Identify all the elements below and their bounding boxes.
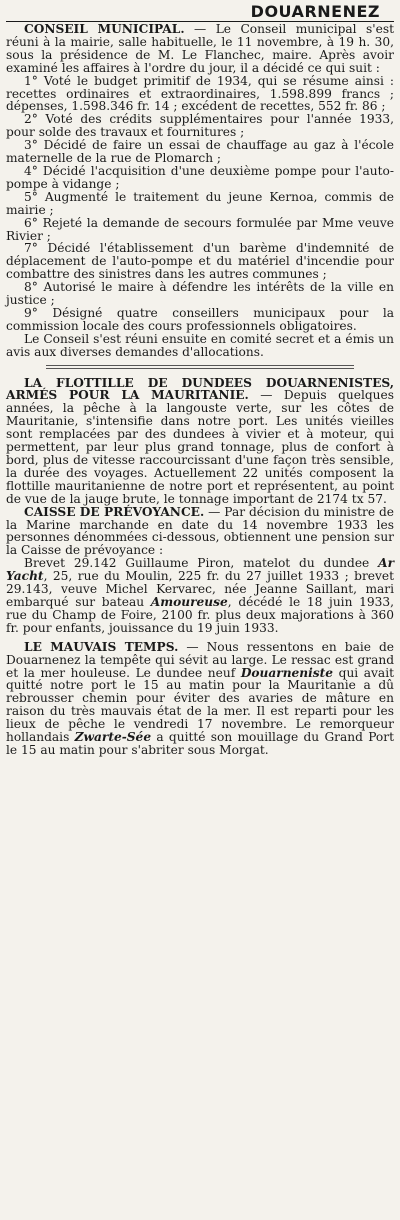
caisse-paragraph-1 <box>6 506 394 558</box>
conseil-lead: CONSEIL MUNICIPAL. <box>24 22 185 36</box>
caisse-lead: CAISSE DE PRÉVOYANCE. <box>24 504 205 519</box>
conseil-item-2: 2° Voté des crédits supplémentaires pour l'année 1933, pour solde des travaux et fournitures ; <box>6 112 394 140</box>
caisse-body-2a: Brevet 29.142 Guillaume Piron, matelot du dundee <box>24 556 379 571</box>
flottille-paragraph <box>6 377 394 506</box>
article-mauvais-temps <box>6 641 394 757</box>
mauvais-paragraph <box>6 641 394 757</box>
mauvais-lead: LE MAUVAIS TEMPS. <box>24 639 179 654</box>
mauvais-body-1: — Nous ressentons en baie de Douarnenez la tempête qui sévit au large. Le ressac est grand et la mer houleuse. Le dundee neuf <box>6 639 394 680</box>
conseil-item-8: 8° Autorisé le maire à défendre les intérêts de la ville en justice ; <box>6 280 394 308</box>
caisse-body-2c: , décédé le 18 juin 1933, rue du Champ de Foire, 2100 fr. plus deux majorations à 360 fr. pour enfants, jouissance du 19 juin 1933. <box>6 594 394 635</box>
conseil-item-4: 4° Décidé l'acquisition d'une deuxième pompe pour l'auto-pompe à vidange ; <box>6 163 394 191</box>
town-heading: DOUARNENEZ <box>250 2 380 21</box>
conseil-item-9: 9° Désigné quatre conseillers municipaux pour la commission locale des cours professionnels obligatoires. <box>6 305 394 333</box>
conseil-item-7: 7° Décidé l'établissement d'un barème d'indemnité de déplacement de l'auto-pompe et du matériel d'incendie pour combattre des sinistres dans les autres communes ; <box>6 241 394 282</box>
boat-name-douarneniste: Douarneniste <box>240 665 334 680</box>
flottille-lead: LA FLOTTILLE DE DUNDEES DOUARNENISTES, ARMÉS POUR LA MAURITANIE. <box>6 375 394 403</box>
article-flottille <box>6 377 394 506</box>
conseil-intro-text: — Le Conseil municipal s'est réuni à la mairie, salle habituelle, le 11 novembre, à 19 h. 30, sous la présidence de M. Le Flanchec, maire. Après avoir examiné les affaires à l'ordre du jour, il a décidé ce qui suit : <box>6 22 395 75</box>
conseil-closing: Le Conseil s'est réuni ensuite en comité secret et a émis un avis aux diverses demandes d'allocations. <box>6 331 394 359</box>
article-caisse-prevoyance <box>6 506 394 635</box>
mauvais-body-2: qui avait quitté notre port le 15 au matin pour la Mauritanie a dû rebrousser chemin pour éviter des avaries de mâture en raison du très mauvais état de la mer. Il est reparti pour les lieux de pêche le vendredi 17 novembre. Le remorqueur hollandais <box>6 665 394 745</box>
section-separator <box>46 365 354 369</box>
article-conseil-municipal <box>6 23 394 359</box>
conseil-intro <box>6 23 394 75</box>
conseil-item-6: 6° Rejeté la demande de secours formulée par Mme veuve Rivier ; <box>6 215 394 243</box>
boat-name-zwarte-see: Zwarte-Sée <box>74 730 152 745</box>
conseil-item-5: 5° Augmenté le traitement du jeune Kernoa, commis de mairie ; <box>6 189 394 217</box>
conseil-item-3: 3° Décidé de faire un essai de chauffage au gaz à l'école maternelle de la rue de Plomarch ; <box>6 138 394 166</box>
caisse-paragraph-2 <box>6 557 394 634</box>
boat-name-ar-yacht: Ar Yacht <box>6 556 394 584</box>
flottille-body: — Depuis quelques années, la pêche à la langouste verte, sur les côtes de Mauritanie, s'intensifie dans notre port. Les unités vieilles sont remplacées par des dundees à vivier et à moteur, qui permettent, par leur plus grand tonnage, plus de confort à bord, plus de vitesse raccourcissant d'une façon très sensible, la durée des voyages. Actuellement 22 unités composent la flottille mauritanienne de notre port et représentent, au point de vue de la jauge brute, le tonnage important de 2174 tx 57. <box>6 388 394 506</box>
caisse-body-1: — Par décision du ministre de la Marine marchande en date du 14 novembre 1933 les personnes dénommées ci-dessous, obtiennent une pension sur la Caisse de prévoyance : <box>6 504 395 558</box>
mauvais-body-3: a quitté son mouillage du Grand Port le 15 au matin pour s'abriter sous Morgat. <box>6 730 394 757</box>
caisse-body-2b: , 25, rue du Moulin, 225 fr. du 27 juillet 1933 ; brevet 29.143, veuve Michel Kervarec, née Jeanne Saillant, mari embarqué sur bateau <box>6 569 394 609</box>
boat-name-amoureuse: Amoureuse <box>150 594 228 609</box>
conseil-item-1: 1° Voté le budget primitif de 1934, qui se résume ainsi : recettes ordinaires et extraordinaires, 1.598.899 francs ; dépenses, 1.598.346 fr. 14 ; excédent de recettes, 552 fr. 86 ; <box>6 73 394 114</box>
